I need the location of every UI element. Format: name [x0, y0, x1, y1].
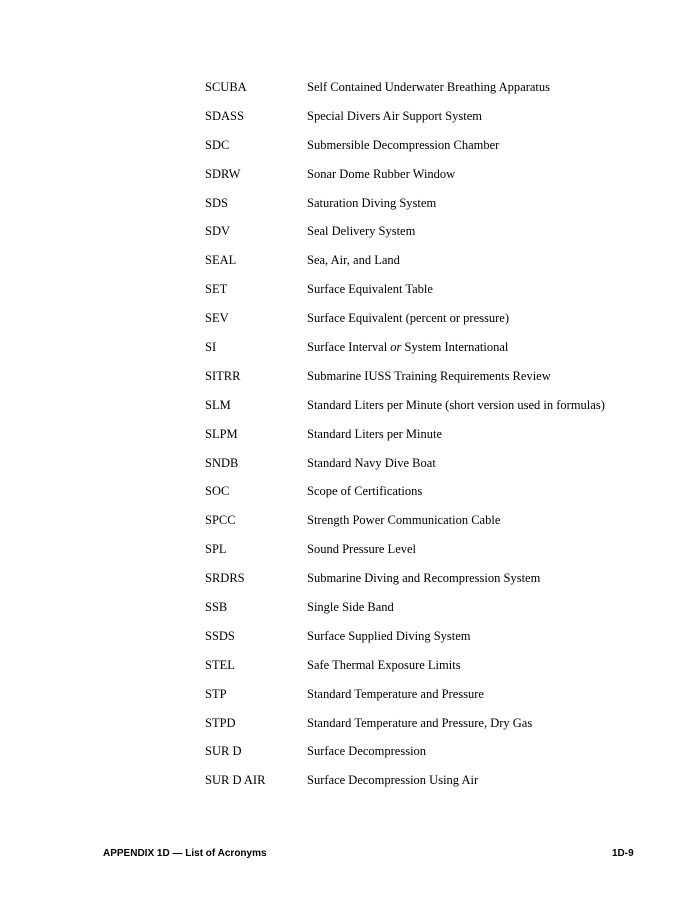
acronym-definition: Surface Equivalent (percent or pressure) — [307, 311, 509, 326]
acronym-definition: Surface Equivalent Table — [307, 282, 433, 297]
acronym-row — [0, 771, 695, 800]
acronym-row — [0, 656, 695, 685]
page-number: 1D-9 — [612, 848, 634, 859]
acronym-definition: Submarine Diving and Recompression System — [307, 571, 541, 586]
acronym-definition: Standard Liters per Minute (short version used in formulas) — [307, 397, 605, 412]
acronym-row — [0, 165, 695, 194]
acronym-definition: Standard Navy Dive Boat — [307, 455, 436, 470]
acronym-row — [0, 280, 695, 309]
acronym-row — [0, 598, 695, 627]
acronym-definition: Standard Temperature and Pressure, Dry Gas — [307, 715, 533, 730]
acronym-abbreviation: SNDB — [205, 455, 239, 470]
acronym-definition: Standard Liters per Minute — [307, 426, 443, 441]
footer-section-title: APPENDIX 1D — List of Acronyms — [103, 848, 267, 859]
acronym-row — [0, 569, 695, 598]
acronym-abbreviation: SLM — [205, 397, 231, 412]
acronym-abbreviation: SDS — [205, 195, 228, 210]
acronym-definition: Surface Decompression — [307, 744, 427, 759]
acronym-definition: Sound Pressure Level — [307, 542, 417, 557]
acronym-definition: Special Divers Air Support System — [307, 108, 482, 123]
acronym-definition: Submarine IUSS Training Requirements Review — [307, 368, 551, 383]
definition-text: Surface Interval — [307, 340, 391, 355]
acronym-definition: Standard Temperature and Pressure — [307, 686, 484, 701]
acronym-abbreviation: SI — [205, 340, 217, 355]
acronym-row — [0, 540, 695, 569]
acronym-row — [0, 367, 695, 396]
acronym-definition: Safe Thermal Exposure Limits — [307, 657, 461, 672]
acronym-abbreviation: SEV — [205, 311, 229, 326]
acronym-row — [0, 742, 695, 771]
acronym-abbreviation: SSB — [205, 600, 228, 615]
acronym-abbreviation: STP — [205, 686, 227, 701]
acronym-row — [0, 627, 695, 656]
acronym-abbreviation: SPCC — [205, 513, 236, 528]
acronym-abbreviation: SUR D — [205, 744, 242, 759]
acronym-row — [0, 251, 695, 280]
acronym-abbreviation: STEL — [205, 657, 235, 672]
acronym-definition: Surface Supplied Diving System — [307, 628, 471, 643]
definition-emphasis: or — [390, 340, 402, 355]
acronym-definition: Seal Delivery System — [307, 224, 416, 239]
acronym-row — [0, 685, 695, 714]
acronym-abbreviation: SEAL — [205, 253, 237, 268]
page-footer — [0, 846, 695, 862]
acronym-abbreviation: SITRR — [205, 368, 241, 383]
definition-text: System International — [401, 340, 509, 355]
acronym-definition: Scope of Certifications — [307, 484, 423, 499]
acronym-row — [0, 136, 695, 165]
acronym-row — [0, 714, 695, 743]
acronym-abbreviation: SRDRS — [205, 571, 245, 586]
acronym-definition: Saturation Diving System — [307, 195, 437, 210]
acronym-definition: Sea, Air, and Land — [307, 253, 400, 268]
acronym-abbreviation: SPL — [205, 542, 227, 557]
acronym-definition: Sonar Dome Rubber Window — [307, 166, 456, 181]
acronym-row — [0, 511, 695, 540]
acronym-row — [0, 194, 695, 223]
acronym-row — [0, 425, 695, 454]
acronym-row — [0, 482, 695, 511]
acronym-row — [0, 338, 695, 367]
acronym-abbreviation: SUR D AIR — [205, 773, 266, 788]
acronym-definition: Submersible Decompression Chamber — [307, 137, 500, 152]
acronym-row — [0, 309, 695, 338]
acronym-definition: Surface Decompression Using Air — [307, 773, 479, 788]
acronym-abbreviation: STPD — [205, 715, 236, 730]
acronym-abbreviation: SSDS — [205, 628, 235, 643]
acronym-abbreviation: SDASS — [205, 108, 244, 123]
acronym-abbreviation: SLPM — [205, 426, 238, 441]
acronym-abbreviation: SDRW — [205, 166, 241, 181]
acronym-abbreviation: SET — [205, 282, 228, 297]
acronym-definition — [307, 338, 508, 356]
acronym-row — [0, 107, 695, 136]
acronym-row — [0, 222, 695, 251]
acronym-definition: Self Contained Underwater Breathing Apparatus — [307, 80, 550, 94]
acronym-definition: Strength Power Communication Cable — [307, 513, 501, 528]
acronym-abbreviation: SOC — [205, 484, 230, 499]
acronym-abbreviation: SDC — [205, 137, 230, 152]
acronym-row — [0, 396, 695, 425]
acronym-definition: Single Side Band — [307, 600, 394, 615]
acronym-row — [0, 454, 695, 483]
acronym-row — [0, 78, 695, 107]
acronym-abbreviation: SCUBA — [205, 80, 247, 94]
acronym-abbreviation: SDV — [205, 224, 231, 239]
acronym-list — [0, 78, 695, 800]
